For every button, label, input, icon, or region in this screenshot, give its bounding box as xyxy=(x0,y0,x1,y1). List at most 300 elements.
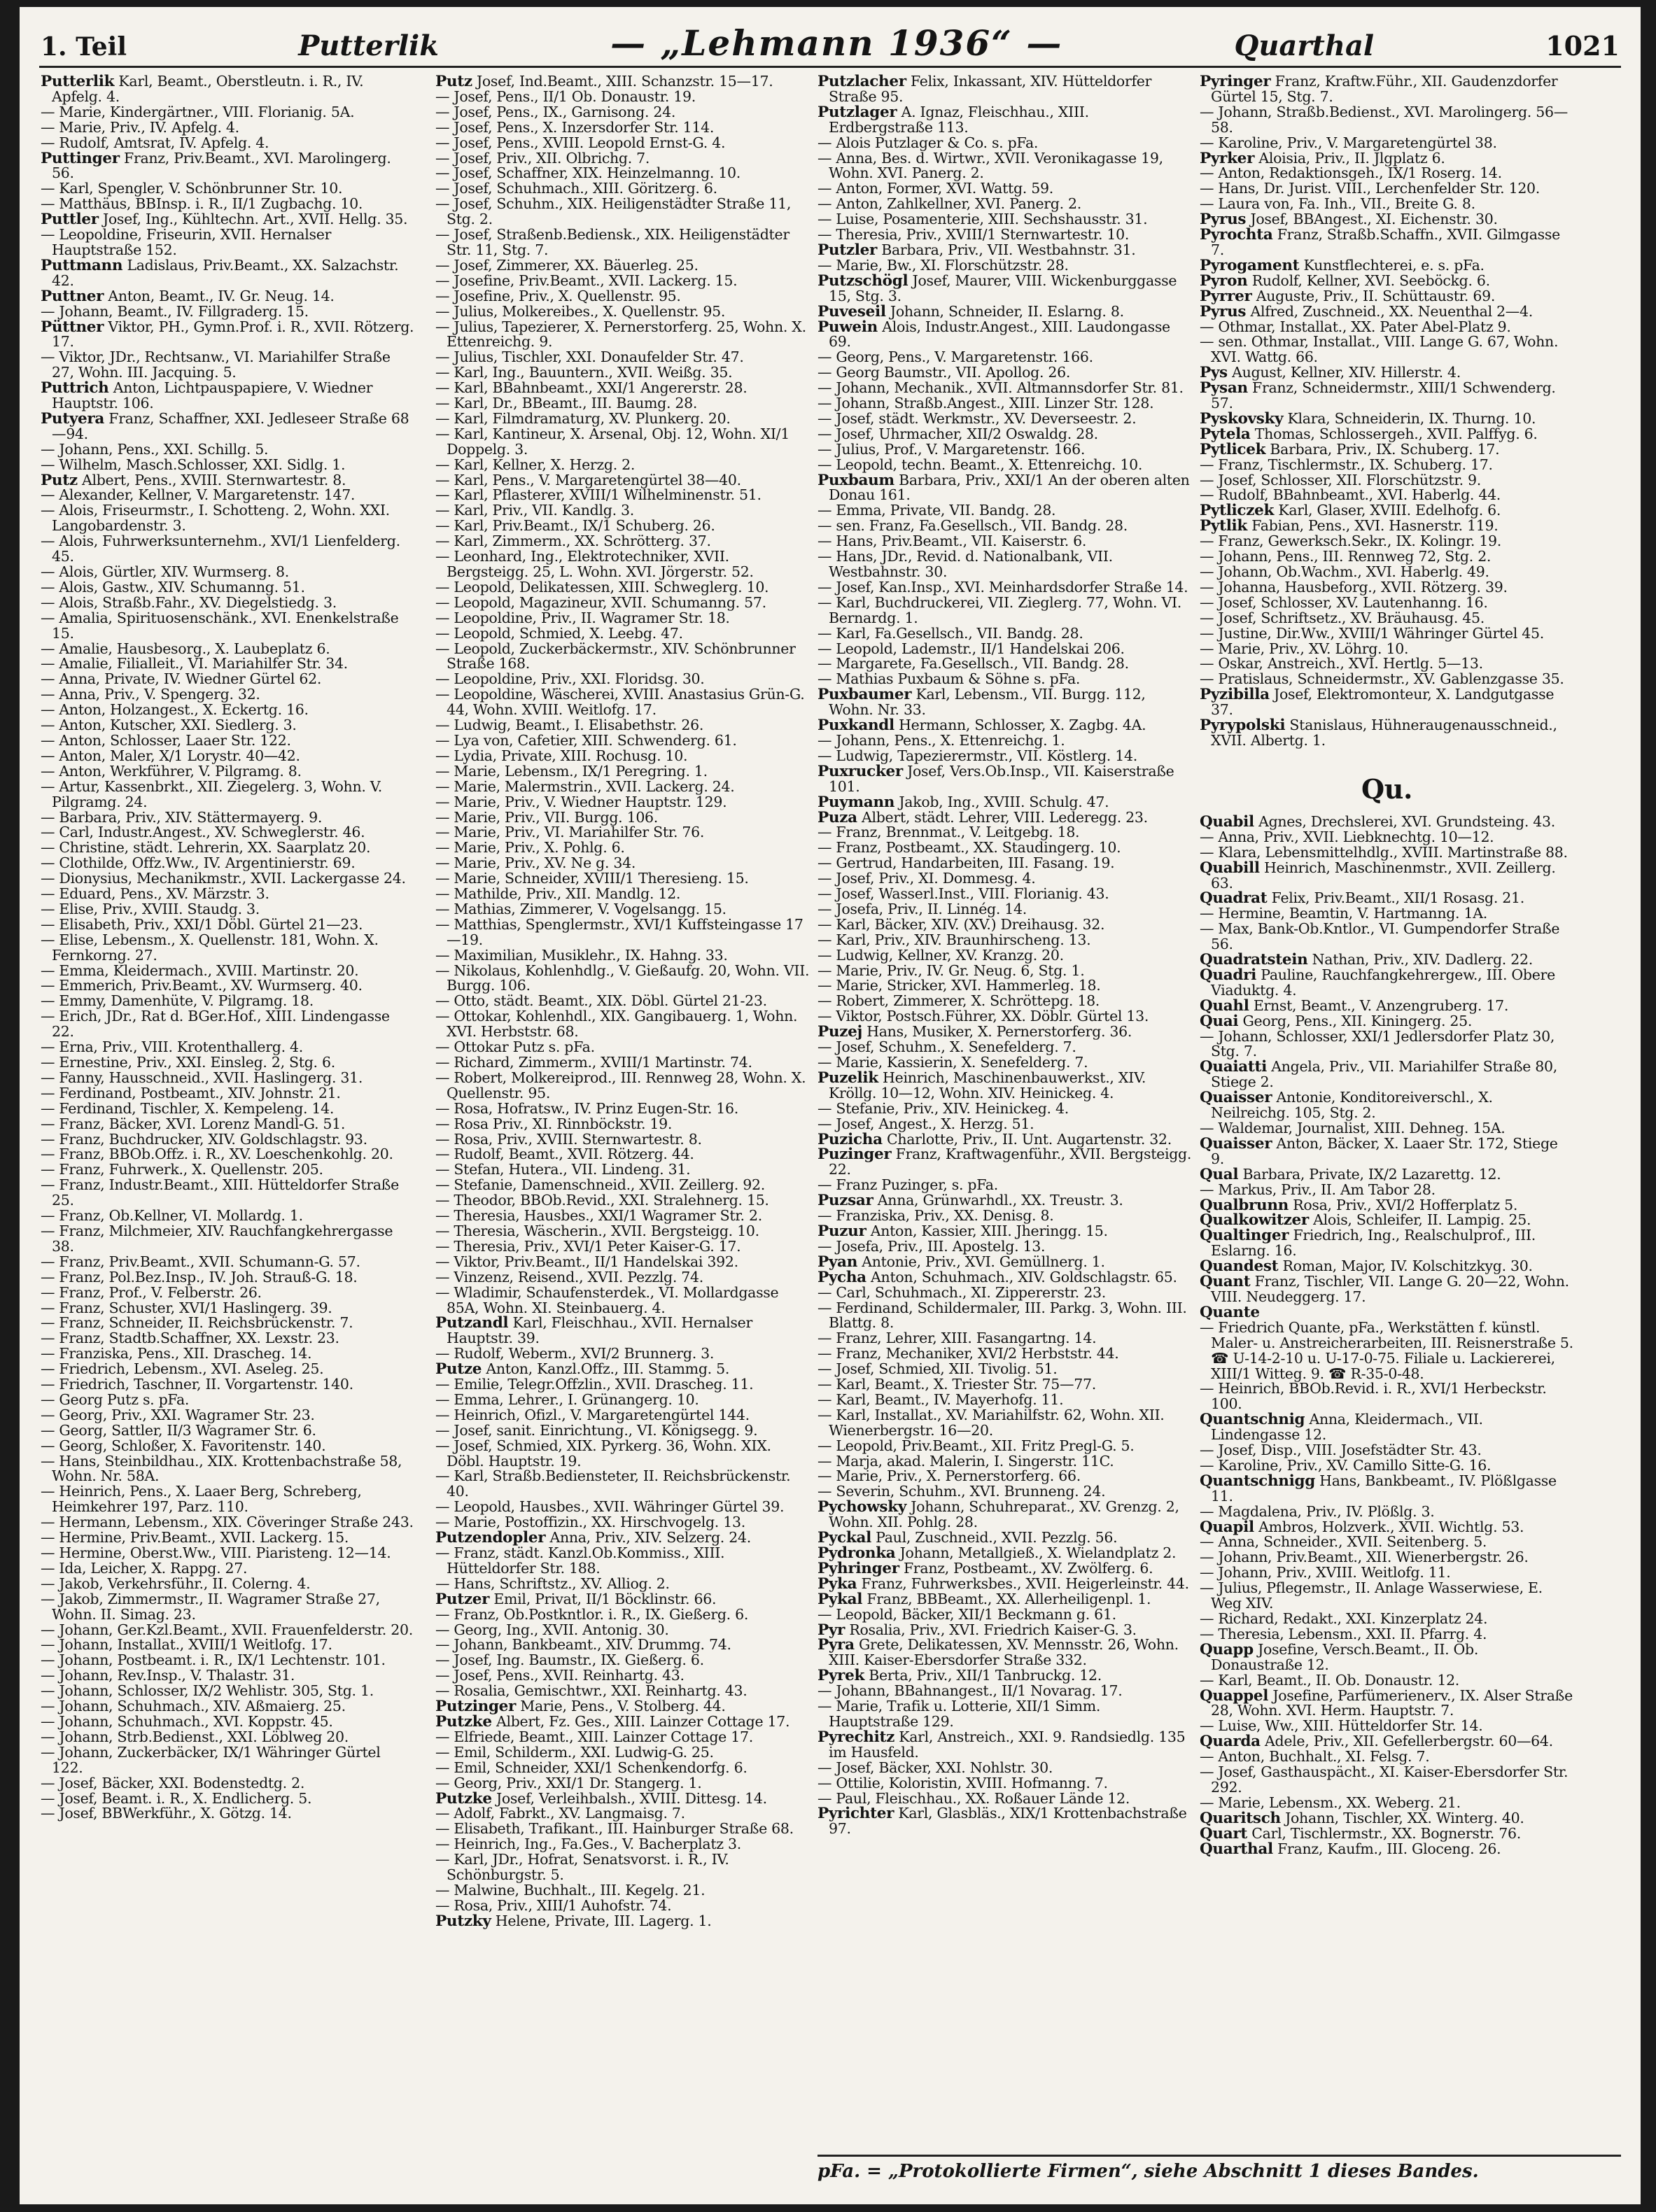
entry-details: — Josef, Schlosser, XV. Lautenhanng. 16. xyxy=(1200,593,1488,611)
entry-surname: Putzschögl xyxy=(818,272,908,290)
directory-entry xyxy=(41,1577,415,1592)
directory-entry xyxy=(818,1255,1192,1270)
directory-entry xyxy=(41,1714,415,1730)
entry-details: — Franz, Postbeamt., XX. Staudingerg. 10. xyxy=(818,839,1121,857)
directory-entry xyxy=(818,871,1192,887)
directory-entry xyxy=(41,411,415,442)
directory-entry xyxy=(435,1178,810,1193)
entry-surname: Puzsar xyxy=(818,1192,873,1210)
entry-details: — Friedrich, Taschner, II. Vorgartenstr. 140. xyxy=(41,1376,353,1393)
entry-details: Auguste, Priv., II. Schüttaustr. 69. xyxy=(1256,287,1496,304)
directory-entry xyxy=(1200,105,1574,136)
directory-entry xyxy=(435,948,810,964)
directory-entry xyxy=(435,1009,810,1040)
directory-entry xyxy=(818,795,1192,810)
directory-entry xyxy=(435,166,810,181)
entry-surname: Puxrucker xyxy=(818,762,903,780)
entry-details: Ambros, Holzverk., XVII. Wichtlg. 53. xyxy=(1258,1518,1524,1535)
entry-details: — Karl, Zimmerm., XX. Schrötterg. 37. xyxy=(435,533,711,550)
directory-entry xyxy=(435,1837,810,1852)
entry-details: — Emmy, Damenhüte, V. Pilgramg. 18. xyxy=(41,992,314,1010)
directory-entry xyxy=(1200,996,1574,1015)
entry-surname: Puxkandl xyxy=(818,717,894,735)
column-2 xyxy=(435,74,810,2146)
directory-entry xyxy=(41,1071,415,1086)
directory-entry xyxy=(1200,687,1574,718)
directory-entry xyxy=(435,1224,810,1239)
entry-details: — Rosa Priv., XI. Rinnböckstr. 19. xyxy=(435,1115,673,1132)
directory-entry xyxy=(818,825,1192,840)
directory-entry xyxy=(41,181,415,197)
directory-entry xyxy=(818,519,1192,534)
entry-details: — Johann, Pens., X. Ettenreichg. 1. xyxy=(818,731,1065,749)
directory-entry xyxy=(1200,672,1574,687)
entry-details: — Johann, Mechanik., XVII. Altmannsdorfer Str. 81. xyxy=(818,379,1184,397)
directory-entry xyxy=(1200,1811,1574,1826)
entry-details: Rosa, Priv., XVI/2 Hofferplatz 5. xyxy=(1293,1196,1518,1213)
entry-details: — Viktor, Postsch.Führer, XX. Döblr. Gürtel 13. xyxy=(818,1008,1149,1025)
entry-surname: Quante xyxy=(1200,1303,1260,1321)
entry-details: — Josef, Pens., XVII. Reinhartg. 43. xyxy=(435,1667,685,1684)
entry-details: — Franz, Schuster, XVI/1 Haslingerg. 39. xyxy=(41,1299,332,1316)
directory-entry xyxy=(435,1055,810,1071)
directory-entry xyxy=(1200,1443,1574,1458)
directory-entry xyxy=(41,1776,415,1791)
directory-entry xyxy=(818,105,1192,136)
entry-details: Ladislaus, Priv.Beamt., XX. Salzachstr. 42. xyxy=(52,256,399,289)
entry-details: — Josef, Pens., XVIII. Leopold Ernst-G. 4. xyxy=(435,134,726,151)
entry-surname: Quaiatti xyxy=(1200,1058,1268,1076)
directory-entry xyxy=(41,825,415,840)
directory-entry xyxy=(1200,534,1574,549)
directory-entry xyxy=(435,887,810,902)
directory-entry xyxy=(818,258,1192,274)
entry-details: — Karl, JDr., Hofrat, Senatsvorst. i. R., IV. Schönburgstr. 5. xyxy=(435,1851,729,1884)
entry-details: — Leopoldine, Wäscherei, XVIII. Anastasius Grün-G. 44, Wohn. XVIII. Weitlofg. 17. xyxy=(435,686,805,719)
directory-entry xyxy=(435,994,810,1009)
directory-entry xyxy=(818,1776,1192,1791)
entry-surname: Pyrogament xyxy=(1200,256,1300,274)
directory-entry xyxy=(1200,1136,1574,1167)
entry-details: — Leopold, Bäcker, XII/1 Beckmann g. 61. xyxy=(818,1605,1116,1623)
directory-entry xyxy=(818,1469,1192,1484)
entry-details: Antonie, Priv., XVI. Gemüllnerg. 1. xyxy=(862,1253,1105,1270)
entry-surname: Putzlager xyxy=(818,103,897,121)
directory-entry xyxy=(435,74,810,90)
directory-entry xyxy=(435,611,810,626)
directory-entry xyxy=(41,1530,415,1546)
directory-entry xyxy=(818,1040,1192,1055)
entry-details: — Johann, Zuckerbäcker, IX/1 Währinger Gürtel 122. xyxy=(41,1743,381,1776)
directory-entry xyxy=(1200,1612,1574,1627)
directory-entry xyxy=(818,1285,1192,1301)
directory-entry xyxy=(1200,580,1574,596)
directory-entry xyxy=(1200,503,1574,519)
directory-entry xyxy=(818,1270,1192,1285)
entry-surname: Puwein xyxy=(818,318,878,336)
entry-details: — Anton, Maler, X/1 Lorystr. 40—42. xyxy=(41,747,300,764)
directory-entry xyxy=(1200,1305,1574,1320)
entry-details: — Jakob, Verkehrsführ., II. Colerng. 4. xyxy=(41,1575,311,1592)
entry-details: — Jakob, Zimmermstr., II. Wagramer Straße 27, Wohn. II. Simag. 23. xyxy=(41,1590,380,1623)
entry-details: — Mathilde, Priv., XII. Mandlg. 12. xyxy=(435,885,681,903)
entry-details: Friedrich, Ing., Realschulprof., III. Eslarng. 16. xyxy=(1211,1227,1536,1260)
entry-details: — Josef, Schaffner, XIX. Heinzelmanng. 10. xyxy=(435,164,741,182)
directory-entry xyxy=(435,289,810,304)
directory-entry xyxy=(1200,442,1574,458)
entry-details: Stanislaus, Hühneraugenausschneid., XVII. Albertg. 1. xyxy=(1211,717,1557,749)
directory-entry xyxy=(435,1745,810,1761)
directory-entry xyxy=(1200,1198,1574,1213)
directory-entry xyxy=(41,1377,415,1393)
entry-details: — Alois, Gastw., XIV. Schumanng. 51. xyxy=(41,578,305,596)
entry-details: — Anna, Private, IV. Wiedner Gürtel 62. xyxy=(41,670,322,688)
directory-entry xyxy=(818,1577,1192,1592)
directory-entry xyxy=(818,427,1192,442)
directory-entry xyxy=(1200,427,1574,442)
directory-entry xyxy=(1200,1059,1574,1090)
entry-surname: Puza xyxy=(818,808,857,826)
entry-details: — Johann, Ob.Wachm., XVI. Haberlg. 49. xyxy=(1200,563,1489,580)
entry-details: — Marja, akad. Malerin, I. Singerstr. 11C. xyxy=(818,1452,1114,1470)
directory-entry xyxy=(1200,830,1574,845)
entry-details: — Johann, Installat., XVIII/1 Weitlofg. 17. xyxy=(41,1636,332,1654)
entry-details: Josef, Elektromonteur, X. Landgutgasse 37. xyxy=(1211,686,1555,719)
entry-details: Josef, Maurer, VIII. Wickenburggasse 15, Stg. 3. xyxy=(829,272,1177,304)
entry-details: — Karl, Pflasterer, XVIII/1 Wilhelminenstr. 51. xyxy=(435,486,762,504)
entry-details: — Alois Putzlager & Co. s. pFa. xyxy=(818,134,1039,151)
directory-entry xyxy=(41,902,415,917)
directory-entry xyxy=(435,365,810,381)
directory-entry xyxy=(435,917,810,948)
directory-entry xyxy=(435,1806,810,1822)
entry-details: — Marie, Schneider, XVIII/1 Theresieng. 15. xyxy=(435,870,749,887)
entry-details: — Leopold, Hausbes., XVII. Währinger Gürtel 39. xyxy=(435,1498,785,1516)
directory-entry xyxy=(41,1439,415,1454)
directory-entry xyxy=(41,1086,415,1101)
entry-details: — Leonhard, Ing., Elektrotechniker, XVII. Bergsteigg. 25, L. Wohn. XVI. Jörgerstr. 52. xyxy=(435,548,754,580)
entry-details: — Amalia, Spirituosenschänk., XVI. Enenkelstraße 15. xyxy=(41,609,399,642)
directory-entry xyxy=(818,1637,1192,1668)
entry-details: — Ottokar, Kohlenhdl., XIX. Gangibauerg. 1, Wohn. XVI. Herbststr. 68. xyxy=(435,1008,798,1041)
entry-details: — Johann, Straßb.Bedienst., XVI. Marolingerg. 56—58. xyxy=(1200,103,1568,136)
directory-entry xyxy=(818,1362,1192,1377)
directory-entry xyxy=(818,365,1192,381)
entry-surname: Qualtinger xyxy=(1200,1227,1289,1245)
entry-details: — Karl, Fa.Gesellsch., VII. Bandg. 28. xyxy=(818,624,1083,642)
directory-entry xyxy=(1200,304,1574,320)
entry-details: Karl, Beamt., Oberstleutn. i. R., IV. Apfelg. 4. xyxy=(52,74,364,105)
directory-entry xyxy=(41,733,415,749)
entry-details: Karl, Lebensm., VII. Burgg. 112, Wohn. Nr. 33. xyxy=(829,686,1146,719)
entry-details: Franz, Kraftw.Führ., XII. Gaudenzdorfer Gürtel 15, Stg. 7. xyxy=(1211,74,1558,105)
entry-details: Anton, Kanzl.Offz., III. Stammg. 5. xyxy=(486,1360,730,1378)
entry-details: — Elise, Lebensm., X. Quellenstr. 181, Wohn. X. Fernkorng. 27. xyxy=(41,931,379,964)
entry-details: — Viktor, JDr., Rechtsanw., VI. Mariahilfer Straße 27, Wohn. III. Jacquing. 5. xyxy=(41,348,391,381)
entry-details: — Marie, Priv., X. Pohlg. 6. xyxy=(435,839,625,857)
directory-entry xyxy=(41,1454,415,1485)
left-keyword: Putterlik xyxy=(298,29,439,62)
entry-details: — Matthias, Spenglermstr., XVI/1 Kuffsteingasse 17—19. xyxy=(435,915,804,948)
directory-entry xyxy=(41,136,415,151)
entry-details: — Leopold, Delikatessen, XIII. Schweglerg. 10. xyxy=(435,578,769,596)
directory-entry xyxy=(1200,274,1574,289)
directory-entry xyxy=(818,1454,1192,1470)
directory-entry xyxy=(41,120,415,136)
entry-details: — Pratislaus, Schneidermstr., XV. Gablenzgasse 35. xyxy=(1200,670,1564,688)
entry-details: — Adolf, Fabrkt., XV. Langmaisg. 7. xyxy=(435,1805,685,1822)
entry-details: — Marie, Priv., V. Wiedner Hauptstr. 129. xyxy=(435,793,727,810)
directory-entry xyxy=(1200,381,1574,411)
directory-entry xyxy=(1200,1213,1574,1228)
entry-details: — Georg, Schloßer, X. Favoritenstr. 140. xyxy=(41,1437,326,1454)
directory-entry xyxy=(1200,611,1574,626)
directory-entry xyxy=(435,718,810,733)
entry-details: — Fanny, Hausschneid., XVII. Haslingerg. 31. xyxy=(41,1069,363,1086)
directory-entry xyxy=(435,1117,810,1132)
entry-surname: Pyrypolski xyxy=(1200,717,1286,735)
directory-entry xyxy=(435,856,810,871)
directory-entry xyxy=(435,1684,810,1699)
entry-details: — Amalie, Hausbesorg., X. Laubeplatz 6. xyxy=(41,640,330,657)
entry-surname: Pyhringer xyxy=(818,1559,899,1577)
entry-details: Albert, städt. Lehrer, VIII. Lederegg. 23. xyxy=(861,808,1148,826)
entry-details: — Josefa, Priv., III. Apostelg. 13. xyxy=(818,1237,1046,1255)
directory-entry xyxy=(41,764,415,780)
directory-entry xyxy=(41,1331,415,1346)
entry-details: Marie, Pens., V. Stolberg. 44. xyxy=(520,1698,726,1715)
entry-details: Franz, Schneidermstr., XIII/1 Schwenderg. 57. xyxy=(1211,379,1556,412)
directory-entry xyxy=(41,1101,415,1117)
entry-details: Alois, Schleifer, II. Lampig. 25. xyxy=(1313,1211,1531,1229)
entry-details: — Johann, Ger.Kzl.Beamt., XVII. Frauenfelderstr. 20. xyxy=(41,1621,413,1638)
directory-entry xyxy=(41,488,415,503)
entry-surname: Pyrus xyxy=(1200,211,1247,229)
entry-details: Anna, Grünwarhdl., XX. Treustr. 3. xyxy=(877,1192,1123,1209)
entry-details: Karl, Glaser, XVIII. Edelhofg. 6. xyxy=(1278,502,1501,519)
directory-entry xyxy=(41,703,415,718)
directory-entry xyxy=(1200,1550,1574,1565)
directory-entry xyxy=(435,258,810,274)
entry-details: — Theresia, Priv., XVIII/1 Sternwartestr. 10. xyxy=(818,226,1130,244)
entry-details: — Karl, Kantineur, X. Arsenal, Obj. 12, Wohn. XI/1 Doppelg. 3. xyxy=(435,425,790,458)
entry-details: — Josef, Ing. Baumstr., IX. Gießerg. 6. xyxy=(435,1651,704,1669)
entry-details: — sen. Othmar, Installat., VIII. Lange G. 67, Wohn. XVI. Wattg. 66. xyxy=(1200,333,1559,366)
entry-details: — Leopoldine, Friseurin, XVII. Hernalser Hauptstraße 152. xyxy=(41,226,332,258)
directory-entry xyxy=(435,304,810,320)
entry-surname: Puymann xyxy=(818,793,895,811)
entry-details: Franz, Kaufm., III. Gloceng. 26. xyxy=(1277,1840,1501,1857)
entry-details: — Leopold, Zuckerbäckermstr., XIV. Schönbrunner Straße 168. xyxy=(435,640,796,672)
directory-entry xyxy=(435,840,810,856)
entry-details: Josef, BBAngest., XI. Eichenstr. 30. xyxy=(1250,211,1498,228)
entry-details: — Friedrich, Lebensm., XVI. Aseleg. 25. xyxy=(41,1360,324,1378)
directory-entry xyxy=(1200,1502,1574,1520)
directory-entry xyxy=(1200,227,1574,258)
entry-details: — Julius, Molkereibes., X. Quellenstr. 95. xyxy=(435,302,726,320)
entry-details: — Elise, Priv., XVIII. Staudg. 3. xyxy=(41,900,260,917)
directory-entry xyxy=(1200,1458,1574,1474)
directory-entry xyxy=(41,227,415,258)
directory-entry xyxy=(41,381,415,411)
directory-entry xyxy=(1200,136,1574,151)
directory-entry xyxy=(818,1239,1192,1255)
entry-details: — Anton, Zahlkellner, XVI. Panerg. 2. xyxy=(818,195,1082,213)
entry-surname: Quapil xyxy=(1200,1518,1254,1536)
directory-entry xyxy=(435,1439,810,1470)
entry-surname: Pyan xyxy=(818,1253,858,1271)
directory-entry xyxy=(435,749,810,764)
entry-details: — Emil, Schneider, XXI/1 Schenkendorfg. 6. xyxy=(435,1759,748,1776)
entry-details: — Josef, Schuhm., X. Senefelderg. 7. xyxy=(818,1038,1076,1056)
directory-entry xyxy=(1200,656,1574,672)
entry-details: — Anna, Bes. d. Wirtwr., XVII. Veronikagasse 19, Wohn. XVI. Panerg. 2. xyxy=(818,149,1163,182)
directory-entry xyxy=(41,580,415,596)
entry-details: — Josef, Pens., IX., Garnisong. 24. xyxy=(435,103,676,120)
entry-details: — Heinrich, Ofizl., V. Margaretengürtel 144. xyxy=(435,1406,750,1423)
entry-details: Antonie, Konditoreiverschl., X. Neilreichg. 105, Stg. 2. xyxy=(1211,1089,1493,1122)
directory-entry xyxy=(818,442,1192,458)
entry-surname: Quappel xyxy=(1200,1686,1269,1705)
directory-entry xyxy=(1200,549,1574,565)
directory-entry xyxy=(435,1270,810,1285)
entry-surname: Pyron xyxy=(1200,272,1248,290)
directory-entry xyxy=(435,227,810,258)
entry-details: Anna, Kleidermach., VII. Lindengasse 12. xyxy=(1211,1411,1483,1444)
entry-details: Karl, Fleischhau., XVII. Hernalser Hauptstr. 39. xyxy=(447,1314,752,1347)
directory-entry xyxy=(41,212,415,227)
directory-entry xyxy=(435,580,810,596)
directory-entry xyxy=(1200,1826,1574,1842)
directory-entry xyxy=(1200,1627,1574,1642)
directory-entry xyxy=(818,396,1192,411)
entry-details: — Clothilde, Offz.Ww., IV. Argentinierstr. 69. xyxy=(41,854,356,872)
directory-entry xyxy=(435,427,810,458)
entry-details: — Markus, Priv., II. Am Tabor 28. xyxy=(1200,1181,1436,1198)
entry-details: Jakob, Ing., XVIII. Schulg. 47. xyxy=(899,793,1109,810)
entry-details: — Johann, Schlosser, XXI/1 Jedlersdorfer Platz 30, Stg. 7. xyxy=(1200,1027,1555,1060)
entry-details: Roman, Major, IV. Kolschitzkyg. 30. xyxy=(1282,1258,1533,1275)
directory-entry xyxy=(41,565,415,580)
entry-details: — Josef, Schuhm., XIX. Heiligenstädter Straße 11, Stg. 2. xyxy=(435,195,792,228)
entry-details: — Richard, Zimmerm., XVIII/1 Martinstr. 74. xyxy=(435,1054,752,1071)
directory-entry xyxy=(818,1668,1192,1684)
entry-details: — Hermine, Priv.Beamt., XVII. Lackerg. 15. xyxy=(41,1529,349,1547)
entry-surname: Qualkowitzer xyxy=(1200,1211,1309,1230)
directory-entry xyxy=(435,1730,810,1745)
entry-details: — Lydia, Private, XIII. Rochusg. 10. xyxy=(435,747,688,764)
entry-surname: Putzinger xyxy=(435,1698,517,1716)
entry-details: — Magdalena, Priv., IV. Plößlg. 3. xyxy=(1200,1502,1435,1520)
entry-details: — Hans, Schriftstz., XV. Alliog. 2. xyxy=(435,1575,670,1592)
entry-details: — Stefanie, Damenschneid., XVII. Zeillerg. 92. xyxy=(435,1176,765,1194)
directory-page xyxy=(20,7,1641,2204)
directory-entry xyxy=(1200,1796,1574,1811)
directory-entry xyxy=(1200,1029,1574,1060)
entry-surname: Quadri xyxy=(1200,966,1257,984)
entry-details: — Emmerich, Priv.Beamt., XV. Wurmserg. 40. xyxy=(41,977,363,994)
entry-details: — Karl, Filmdramaturg, XV. Plunkerg. 20. xyxy=(435,409,731,427)
directory-entry xyxy=(435,1822,810,1837)
entry-details: — Hans, Dr. Jurist. VIII., Lerchenfelder Str. 120. xyxy=(1200,180,1541,197)
directory-entry xyxy=(818,687,1192,718)
directory-entry xyxy=(41,1515,415,1530)
entry-details: A. Ignaz, Fleischhau., XIII. Erdbergstraße 113. xyxy=(829,103,1089,136)
entry-details: — Josef, Wasserl.Inst., VIII. Florianig. 43. xyxy=(818,885,1109,903)
entry-surname: Pydronka xyxy=(818,1544,896,1562)
entry-details: — Hans, Steinbildhau., XIX. Krottenbachstraße 58, Wohn. Nr. 58A. xyxy=(41,1452,402,1485)
entry-details: — Johann, Rev.Insp., V. Thalastr. 31. xyxy=(41,1667,295,1684)
entry-details: Grete, Delikatessen, XV. Mennsstr. 26, Wohn. XIII. Kaiser-Ebersdorfer Straße 332. xyxy=(829,1636,1179,1669)
directory-entry xyxy=(41,1362,415,1377)
directory-entry xyxy=(435,473,810,488)
entry-details: — Karl, Priv., VII. Kandlg. 3. xyxy=(435,502,634,519)
directory-entry xyxy=(435,1285,810,1316)
entry-surname: Putzlacher xyxy=(818,74,906,90)
entry-details: — Johann, Beamt., IV. Fillgraderg. 15. xyxy=(41,302,309,320)
entry-details: — Josef, Schriftsetz., XV. Bräuhausg. 45. xyxy=(1200,609,1485,626)
entry-surname: Puttner xyxy=(41,287,104,305)
directory-entry xyxy=(435,642,810,672)
entry-details: — Franz, Pol.Bez.Insp., IV. Joh. Strauß-G. 18. xyxy=(41,1268,358,1285)
entry-surname: Putyera xyxy=(41,409,105,428)
directory-entry xyxy=(435,1668,810,1684)
entry-details: — Mathias, Zimmerer, V. Vogelsangg. 15. xyxy=(435,900,727,917)
entry-surname: Puzicha xyxy=(818,1130,883,1148)
entry-details: — Hans, JDr., Revid. d. Nationalbank, VII. Westbahnstr. 30. xyxy=(818,548,1113,580)
directory-entry xyxy=(1200,166,1574,181)
directory-entry xyxy=(41,1408,415,1423)
entry-details: — Marie, Priv., VII. Burgg. 106. xyxy=(435,808,659,826)
entry-details: — Stefanie, Priv., XIV. Heinickeg. 4. xyxy=(818,1099,1069,1117)
entry-details: Kunstflechterei, e. s. pFa. xyxy=(1303,256,1485,274)
directory-entry xyxy=(1200,181,1574,197)
directory-entry xyxy=(818,151,1192,182)
entry-details: — Erich, JDr., Rat d. BGer.Hof., XIII. Lindengasse 22. xyxy=(41,1008,390,1041)
entry-details: — Robert, Zimmerer, X. Schröttерg. 18. xyxy=(818,992,1100,1010)
entry-details: — Marie, Malermstrin., XVII. Lackerg. 24. xyxy=(435,777,735,795)
directory-entry xyxy=(818,1178,1192,1193)
entry-details: — Richard, Redakt., XXI. Kinzerplatz 24. xyxy=(1200,1610,1488,1627)
entry-surname: Pytlicek xyxy=(1200,440,1266,458)
directory-entry xyxy=(41,1484,415,1515)
entry-details: Rudolf, Kellner, XVI. Seeböckg. 6. xyxy=(1251,272,1490,289)
directory-entry xyxy=(1200,1535,1574,1550)
entry-surname: Qualbrunn xyxy=(1200,1196,1289,1214)
directory-entry xyxy=(41,1623,415,1638)
entry-details: — Rudolf, Beamt., XVII. Rötzerg. 44. xyxy=(435,1146,694,1163)
directory-entry xyxy=(41,687,415,703)
directory-entry xyxy=(818,320,1192,351)
directory-entry xyxy=(1200,1686,1574,1719)
entry-details: — Alois, Fuhrwerksunternehm., XVI/1 Lienfelderg. 45. xyxy=(41,533,400,565)
directory-entry xyxy=(435,1071,810,1101)
entry-details: Johann, Tischler, XX. Winterg. 40. xyxy=(1285,1809,1524,1826)
entry-details: Franz, BBBeamt., XX. Allerheiligenpl. 1. xyxy=(866,1590,1151,1607)
entry-details: — Franz, Ob.Postkntlor. i. R., IX. Gießerg. 6. xyxy=(435,1605,749,1623)
directory-entry xyxy=(1200,289,1574,304)
directory-entry xyxy=(818,212,1192,227)
entry-surname: Putze xyxy=(435,1360,482,1379)
entry-surname: Pyckal xyxy=(818,1529,871,1547)
directory-entry xyxy=(1200,151,1574,167)
directory-entry xyxy=(41,1178,415,1209)
directory-entry xyxy=(435,1101,810,1117)
column-1 xyxy=(41,74,415,2146)
entry-details: Johann, Schneider, II. Eslarng. 8. xyxy=(890,302,1124,320)
entry-details: — Emilie, Telegr.Offzlin., XVII. Drascheg. 11. xyxy=(435,1376,754,1393)
entry-details: — Anna, Priv., XVII. Liebknechtg. 10—12. xyxy=(1200,828,1494,845)
